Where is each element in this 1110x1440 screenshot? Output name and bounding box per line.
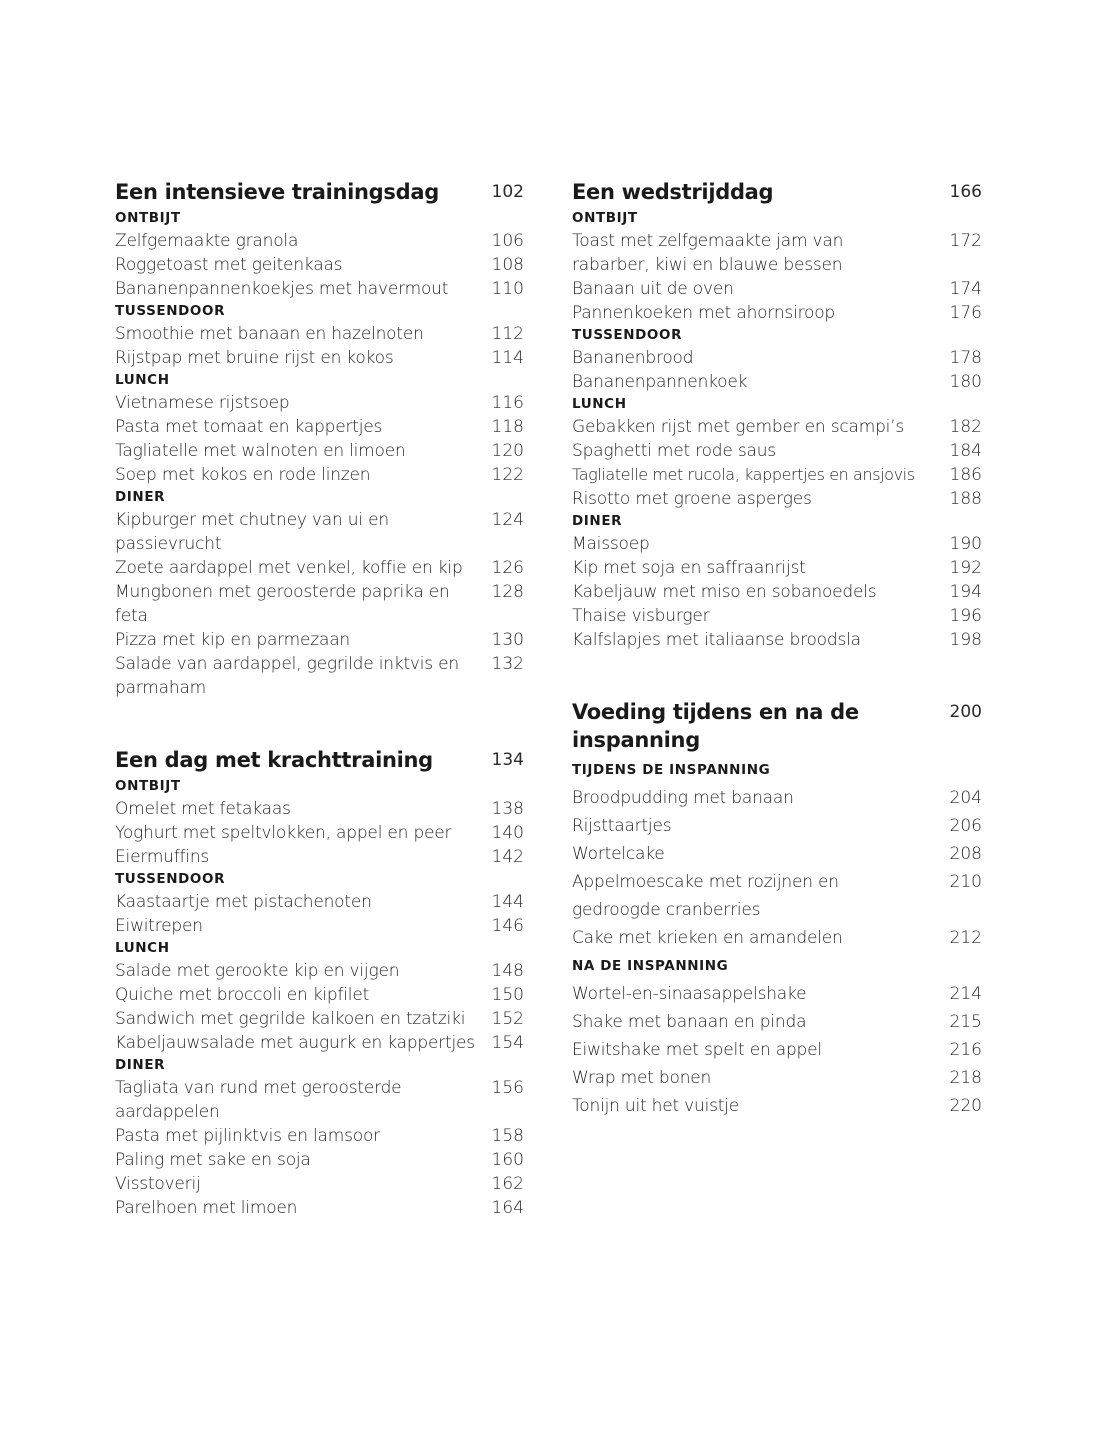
entry-page: 218 <box>949 1068 982 1088</box>
toc-entry <box>572 463 982 487</box>
toc-entry <box>572 415 982 439</box>
entry-page: 132 <box>491 654 524 674</box>
entry-title: Wrap met bonen <box>572 1068 712 1088</box>
entry-title: Shake met banaan en pinda <box>572 1012 807 1032</box>
toc-entry <box>115 914 524 938</box>
entry-page: 108 <box>491 255 524 275</box>
entry-title: Thaise visburger <box>572 606 710 626</box>
entry-title: Zoete aardappel met venkel, koffie en kip <box>115 558 463 578</box>
toc-entry <box>115 277 524 301</box>
entry-page: 184 <box>949 441 982 461</box>
group-label: TUSSENDOOR <box>115 303 226 319</box>
section-heading <box>115 746 524 774</box>
section-page-number: 102 <box>491 182 524 202</box>
toc-entry <box>572 370 982 394</box>
entry-title: Kabeljauw met miso en sobanoedels <box>572 582 877 602</box>
toc-entry <box>115 229 524 253</box>
entry-page: 192 <box>949 558 982 578</box>
entry-title: Omelet met fetakaas <box>115 799 291 819</box>
group-label: ONTBIJT <box>115 210 181 226</box>
entry-title: Paling met sake en soja <box>115 1150 311 1170</box>
group-label: TUSSENDOOR <box>572 327 683 343</box>
toc-entry <box>115 797 524 821</box>
entry-page: 220 <box>949 1096 982 1116</box>
toc-entry <box>572 229 982 277</box>
entry-page: 198 <box>949 630 982 650</box>
entry-title: Salade van aardappel, gegrilde inktvis en parmaham <box>115 654 460 698</box>
toc-entry <box>572 784 982 812</box>
entry-page: 196 <box>949 606 982 626</box>
toc-section <box>572 178 982 652</box>
toc-entry <box>572 1008 982 1036</box>
toc-entry <box>572 532 982 556</box>
toc-entry <box>115 1007 524 1031</box>
toc-entry <box>115 415 524 439</box>
toc-entry <box>115 508 524 556</box>
entry-title: Gebakken rijst met gember en scampi’s <box>572 417 905 437</box>
group-label: LUNCH <box>115 372 170 388</box>
entry-page: 208 <box>949 844 982 864</box>
toc-section <box>115 746 524 1220</box>
entry-title: Appelmoescake met rozijnen en gedroogde cranberries <box>572 872 839 920</box>
toc-entry <box>115 580 524 628</box>
toc-entry <box>572 1036 982 1064</box>
toc-entry <box>115 1124 524 1148</box>
entry-page: 180 <box>949 372 982 392</box>
section-title: Een wedstrijddag <box>572 180 774 204</box>
section-title: Voeding tijdens en na de inspanning <box>572 700 859 752</box>
entry-page: 116 <box>491 393 524 413</box>
section-heading <box>572 698 982 754</box>
entry-title: Sandwich met gegrilde kalkoen en tzatziki <box>115 1009 466 1029</box>
entry-title: Risotto met groene asperges <box>572 489 812 509</box>
entry-page: 112 <box>491 324 524 344</box>
entry-page: 156 <box>491 1078 524 1098</box>
entry-page: 120 <box>491 441 524 461</box>
entry-page: 194 <box>949 582 982 602</box>
entry-page: 178 <box>949 348 982 368</box>
entry-page: 172 <box>949 231 982 251</box>
entry-title: Bananenbrood <box>572 348 694 368</box>
entry-page: 215 <box>949 1012 982 1032</box>
entry-title: Kip met soja en saffraanrijst <box>572 558 806 578</box>
toc-entry <box>572 924 982 952</box>
group-label: LUNCH <box>115 940 170 956</box>
group-label: ONTBIJT <box>572 210 638 226</box>
toc-entry <box>115 652 524 700</box>
section-title: Een dag met krachttraining <box>115 748 433 772</box>
section-heading <box>115 178 524 206</box>
group-label: NA DE INSPANNING <box>572 958 729 974</box>
entry-title: Quiche met broccoli en kipfilet <box>115 985 370 1005</box>
entry-title: Tagliatelle met walnoten en limoen <box>115 441 406 461</box>
toc-section <box>572 698 982 1120</box>
entry-page: 182 <box>949 417 982 437</box>
entry-title: Pannenkoeken met ahornsiroop <box>572 303 835 323</box>
toc-entry <box>115 983 524 1007</box>
entry-title: Cake met krieken en amandelen <box>572 928 843 948</box>
entry-page: 212 <box>949 928 982 948</box>
toc-entry <box>115 628 524 652</box>
toc-entry <box>115 821 524 845</box>
entry-title: Kaastaartje met pistachenoten <box>115 892 372 912</box>
entry-title: Wortelcake <box>572 844 665 864</box>
entry-page: 158 <box>491 1126 524 1146</box>
section-title: Een intensieve trainingsdag <box>115 180 439 204</box>
toc-entry <box>572 301 982 325</box>
entry-page: 124 <box>491 510 524 530</box>
entry-page: 214 <box>949 984 982 1004</box>
entry-page: 154 <box>491 1033 524 1053</box>
toc-entry <box>572 868 982 924</box>
entry-title: Vietnamese rijstsoep <box>115 393 290 413</box>
group-label: TIJDENS DE INSPANNING <box>572 762 771 778</box>
entry-page: 174 <box>949 279 982 299</box>
group-label: DINER <box>115 489 166 505</box>
section-heading <box>572 178 982 206</box>
group-label: DINER <box>572 513 623 529</box>
toc-entry <box>115 253 524 277</box>
entry-page: 204 <box>949 788 982 808</box>
toc-entry <box>115 959 524 983</box>
entry-title: Rijsttaartjes <box>572 816 672 836</box>
group-label: LUNCH <box>572 396 627 412</box>
toc-entry <box>572 580 982 604</box>
entry-title: Tonijn uit het vuistje <box>572 1096 740 1116</box>
toc-entry <box>115 1031 524 1055</box>
entry-title: Maissoep <box>572 534 650 554</box>
entry-title: Eiwitshake met spelt en appel <box>572 1040 822 1060</box>
toc-entry <box>115 439 524 463</box>
entry-title: Wortel-en-sinaasappelshake <box>572 984 807 1004</box>
group-label: TUSSENDOOR <box>115 871 226 887</box>
entry-page: 176 <box>949 303 982 323</box>
entry-page: 206 <box>949 816 982 836</box>
toc-entry <box>115 1076 524 1124</box>
toc-entry <box>115 391 524 415</box>
entry-title: Yoghurt met speltvlokken, appel en peer <box>115 823 452 843</box>
entry-title: Soep met kokos en rode linzen <box>115 465 371 485</box>
entry-page: 110 <box>491 279 524 299</box>
entry-title: Tagliatelle met rucola, kappertjes en ansjovis <box>572 465 915 484</box>
entry-page: 160 <box>491 1150 524 1170</box>
section-page-number: 200 <box>949 702 982 722</box>
toc-entry <box>572 346 982 370</box>
entry-title: Kipburger met chutney van ui en passievrucht <box>115 510 389 554</box>
entry-page: 140 <box>491 823 524 843</box>
entry-page: 216 <box>949 1040 982 1060</box>
group-label: DINER <box>115 1057 166 1073</box>
entry-page: 122 <box>491 465 524 485</box>
entry-title: Kalfslapjes met italiaanse broodsla <box>572 630 861 650</box>
entry-title: Salade met gerookte kip en vijgen <box>115 961 400 981</box>
toc-entry <box>115 322 524 346</box>
entry-page: 150 <box>491 985 524 1005</box>
toc-entry <box>572 556 982 580</box>
toc-entry <box>572 812 982 840</box>
toc-column-left <box>115 178 524 1220</box>
entry-page: 162 <box>491 1174 524 1194</box>
entry-title: Parelhoen met limoen <box>115 1198 298 1218</box>
entry-page: 106 <box>491 231 524 251</box>
toc-entry <box>572 980 982 1008</box>
entry-page: 210 <box>949 872 982 892</box>
toc-entry <box>572 277 982 301</box>
toc-entry <box>572 487 982 511</box>
entry-title: Eiermuffins <box>115 847 210 867</box>
entry-title: Broodpudding met banaan <box>572 788 794 808</box>
toc-entry <box>572 604 982 628</box>
entry-title: Bananenpannenkoekjes met havermout <box>115 279 449 299</box>
entry-page: 190 <box>949 534 982 554</box>
entry-page: 164 <box>491 1198 524 1218</box>
entry-page: 138 <box>491 799 524 819</box>
entry-title: Zelfgemaakte granola <box>115 231 299 251</box>
entry-page: 128 <box>491 582 524 602</box>
toc-entry <box>115 1196 524 1220</box>
entry-title: Banaan uit de oven <box>572 279 734 299</box>
toc-column-right <box>572 178 982 1120</box>
entry-page: 118 <box>491 417 524 437</box>
toc-entry <box>115 845 524 869</box>
entry-page: 152 <box>491 1009 524 1029</box>
entry-title: Pasta met tomaat en kappertjes <box>115 417 383 437</box>
entry-title: Eiwitrepen <box>115 916 203 936</box>
entry-title: Tagliata van rund met geroosterde aardappelen <box>115 1078 402 1122</box>
toc-entry <box>115 556 524 580</box>
entry-title: Bananenpannenkoek <box>572 372 748 392</box>
entry-title: Spaghetti met rode saus <box>572 441 776 461</box>
entry-page: 188 <box>949 489 982 509</box>
entry-title: Pasta met pijlinktvis en lamsoor <box>115 1126 380 1146</box>
toc-entry <box>115 890 524 914</box>
toc-entry <box>572 439 982 463</box>
toc-section <box>115 178 524 700</box>
toc-entry <box>572 840 982 868</box>
toc-entry <box>572 628 982 652</box>
entry-page: 114 <box>491 348 524 368</box>
entry-title: Pizza met kip en parmezaan <box>115 630 351 650</box>
entry-page: 126 <box>491 558 524 578</box>
toc-entry <box>572 1064 982 1092</box>
entry-page: 186 <box>949 465 982 485</box>
toc-entry <box>115 1148 524 1172</box>
entry-title: Smoothie met banaan en hazelnoten <box>115 324 424 344</box>
entry-title: Mungbonen met geroosterde paprika en feta <box>115 582 450 626</box>
section-page-number: 134 <box>491 750 524 770</box>
entry-title: Visstoverij <box>115 1174 201 1194</box>
entry-title: Roggetoast met geitenkaas <box>115 255 343 275</box>
entry-page: 144 <box>491 892 524 912</box>
entry-title: Rijstpap met bruine rijst en kokos <box>115 348 394 368</box>
section-page-number: 166 <box>949 182 982 202</box>
toc-entry <box>115 346 524 370</box>
entry-page: 146 <box>491 916 524 936</box>
entry-page: 130 <box>491 630 524 650</box>
toc-entry <box>115 1172 524 1196</box>
entry-title: Kabeljauwsalade met augurk en kappertjes <box>115 1033 475 1053</box>
entry-page: 142 <box>491 847 524 867</box>
toc-entry <box>115 463 524 487</box>
entry-title: Toast met zelfgemaakte jam van rabarber, kiwi en blauwe bessen <box>572 231 844 275</box>
group-label: ONTBIJT <box>115 778 181 794</box>
toc-entry <box>572 1092 982 1120</box>
entry-page: 148 <box>491 961 524 981</box>
